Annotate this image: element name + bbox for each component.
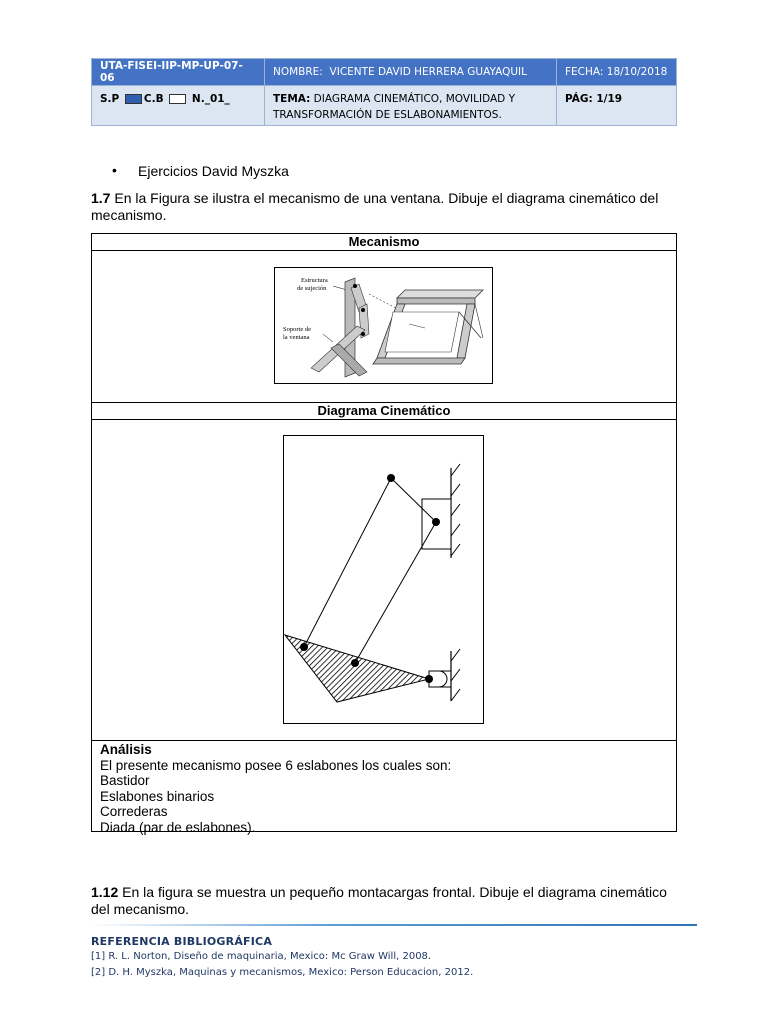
page-number: PÁG: 1/19 xyxy=(557,86,677,126)
student-name-cell xyxy=(265,59,557,86)
mechanism-figure-cell xyxy=(92,251,676,403)
joint-slider xyxy=(432,518,440,526)
fig-label-structure: Estructura xyxy=(301,277,328,284)
joint-center xyxy=(351,659,359,667)
name-value: VICENTE DAVID HERRERA GUAYAQUIL xyxy=(329,66,527,78)
tema-cell xyxy=(265,86,557,126)
exercise-1-7 xyxy=(91,190,681,224)
kinematic-diagram-figure xyxy=(283,435,484,724)
name-label: NOMBRE: xyxy=(273,66,323,78)
cb-checkbox-empty xyxy=(169,94,186,104)
mechanism-table xyxy=(91,233,677,835)
exercise-number: 1.12 xyxy=(91,884,119,900)
date-label: FECHA: xyxy=(565,66,604,78)
number-label: N._01_ xyxy=(191,93,230,105)
exercise-text-line1: En la figura se muestra un pequeño montacargas frontal. Dibuje el diagrama cinemático xyxy=(118,884,667,900)
exercise-text-line1: En la Figura se ilustra el mecanismo de una ventana. Dibuje el diagrama cinemático del xyxy=(110,190,659,206)
exercise-number: 1.7 xyxy=(91,190,111,206)
document-code: UTA-FISEI-IIP-MP-UP-07-06 xyxy=(92,59,265,86)
analysis-cell xyxy=(92,741,676,833)
exercise-1-12 xyxy=(91,884,681,918)
fig-label-support-2: la ventana xyxy=(283,334,310,341)
footer-divider xyxy=(91,924,697,926)
kinematic-diagram xyxy=(284,436,483,723)
analysis-line-2: Bastidor xyxy=(100,773,150,788)
window-mechanism-illustration xyxy=(275,268,492,383)
kinematic-diagram-title: Diagrama Cinemático xyxy=(92,403,676,420)
fig-label-structure-2: de sujeción xyxy=(297,285,327,292)
references-title: REFERENCIA BIBLIOGRÁFICA xyxy=(91,935,273,948)
exercise-text-line2: del mecanismo. xyxy=(91,901,190,917)
bullet-text: Ejercicios David Myszka xyxy=(138,163,289,179)
bullet-dot-icon: • xyxy=(112,162,117,178)
analysis-line-4: Correderas xyxy=(100,804,168,819)
kinematic-diagram-cell xyxy=(92,420,676,741)
joint-ground xyxy=(425,675,433,683)
cb-label: C.B xyxy=(143,93,164,105)
reference-item-1: [1] R. L. Norton, Diseño de maquinaria, Mexico: Mc Graw Will, 2008. xyxy=(91,951,432,962)
analysis-line-1: El presente mecanismo posee 6 eslabones los cuales son: xyxy=(100,757,452,773)
fig-label-support: Soporte de xyxy=(283,326,311,333)
joint-left xyxy=(300,643,308,651)
analysis-title: Análisis xyxy=(100,742,152,757)
window-mechanism-figure xyxy=(274,267,493,384)
sp-label: S.P xyxy=(100,93,120,105)
document-header xyxy=(91,58,677,126)
tema-label: TEMA: xyxy=(273,93,311,105)
joint-top xyxy=(387,474,395,482)
exercise-text-line2: mecanismo. xyxy=(91,207,167,223)
sp-checkbox-filled xyxy=(125,94,142,104)
date-value: 18/10/2018 xyxy=(606,66,668,78)
mechanism-title: Mecanismo xyxy=(92,234,676,251)
reference-item-2: [2] D. H. Myszka, Maquinas y mecanismos, Mexico: Person Educacion, 2012. xyxy=(91,967,474,978)
analysis-line-5: Diada (par de eslabones). xyxy=(100,819,256,835)
tema-line1: DIAGRAMA CINEMÁTICO, MOVILIDAD Y xyxy=(313,93,516,105)
analysis-line-3: Eslabones binarios xyxy=(100,788,215,804)
sp-cb-cell xyxy=(92,86,265,126)
date-cell xyxy=(557,59,677,86)
tema-line2: TRANSFORMACIÓN DE ESLABONAMIENTOS. xyxy=(273,109,502,121)
